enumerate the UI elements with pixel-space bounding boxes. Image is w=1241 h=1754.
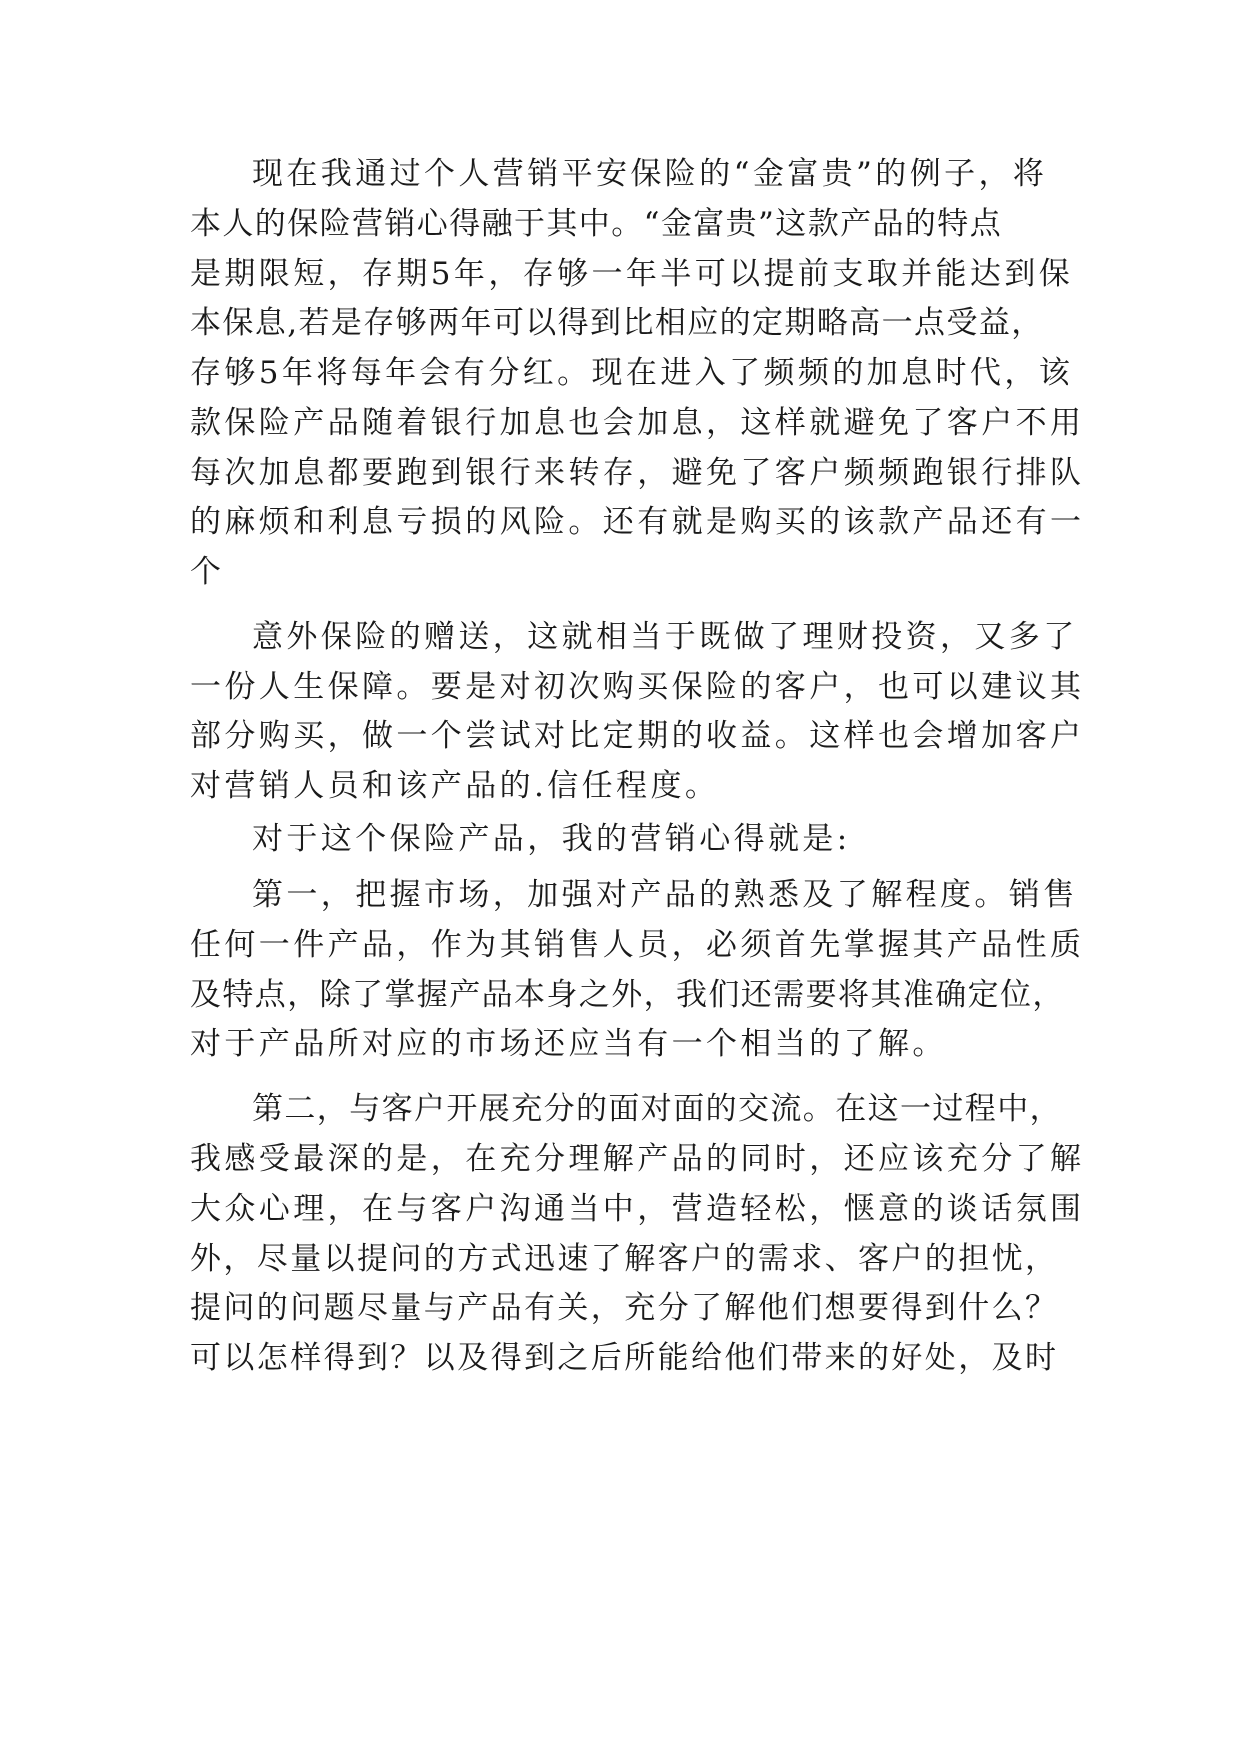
text-line: 个 — [190, 554, 225, 590]
text-line: 的麻烦和利息亏损的风险。还有就是购买的该款产品还有一 — [190, 504, 1085, 540]
text-line: 对于这个保险产品，我的营销心得就是: — [252, 821, 851, 857]
text-line: 对于产品所对应的市场还应当有一个相当的了解。 — [190, 1026, 947, 1062]
text-line: 提问的问题尽量与产品有关，充分了解他们想要得到什么？ — [190, 1290, 1059, 1326]
text-line: 本保息,若是存够两年可以得到比相应的定期略高一点受益， — [190, 305, 1044, 341]
text-line: 任何一件产品，作为其销售人员，必须首先掌握其产品性质 — [190, 927, 1085, 963]
text-line: 大众心理，在与客户沟通当中，营造轻松，惬意的谈话氛围 — [190, 1191, 1085, 1227]
text-line: 对营销人员和该产品的.信任程度。 — [190, 768, 720, 804]
text-line: 意外保险的赠送，这就相当于既做了理财投资，又多了 — [252, 619, 1078, 655]
text-line: 及特点，除了掌握产品本身之外，我们还需要将其准确定位， — [190, 977, 1065, 1013]
text-line: 每次加息都要跑到银行来转存，避免了客户频频跑银行排队 — [190, 455, 1085, 491]
text-line: 本人的保险营销心得融于其中。“金富贵”这款产品的特点 — [190, 206, 1003, 242]
text-line: 可以怎样得到？以及得到之后所能给他们带来的好处，及时 — [190, 1340, 1059, 1376]
text-line: 是期限短，存期5年，存够一年半可以提前支取并能达到保 — [190, 256, 1074, 292]
text-line: 一份人生保障。要是对初次购买保险的客户，也可以建议其 — [190, 669, 1085, 705]
text-line: 我感受最深的是，在充分理解产品的同时，还应该充分了解 — [190, 1141, 1085, 1177]
text-line: 款保险产品随着银行加息也会加息，这样就避免了客户不用 — [190, 405, 1085, 441]
text-line: 存够5年将每年会有分红。现在进入了频频的加息时代，该 — [190, 355, 1074, 391]
text-line: 现在我通过个人营销平安保险的“金富贵”的例子，将 — [252, 156, 1048, 192]
text-line: 外，尽量以提问的方式迅速了解客户的需求、客户的担忧， — [190, 1241, 1059, 1277]
text-line: 第二，与客户开展充分的面对面的交流。在这一过程中， — [252, 1091, 1062, 1127]
text-line: 部分购买，做一个尝试对比定期的收益。这样也会增加客户 — [190, 718, 1085, 754]
text-line: 第一，把握市场，加强对产品的熟悉及了解程度。销售 — [252, 877, 1078, 913]
